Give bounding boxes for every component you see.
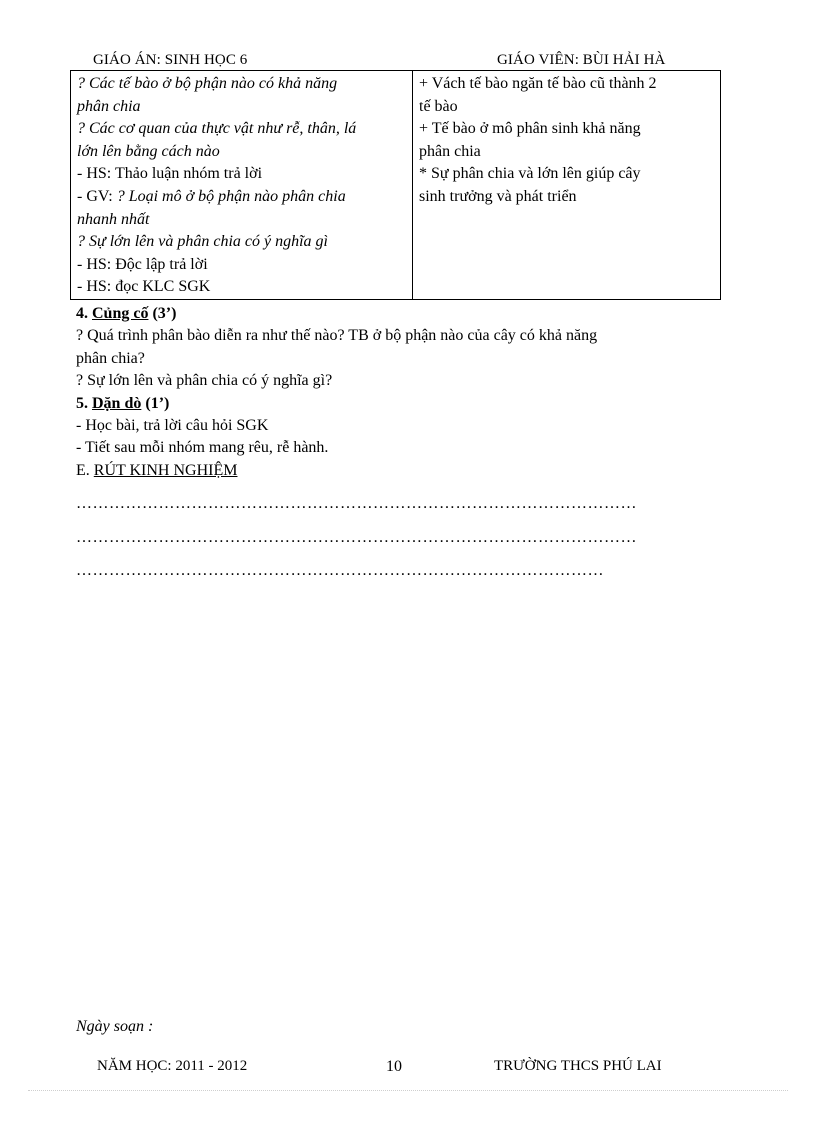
section-4-title: Củng cố [92,305,149,322]
header-teacher: GIÁO VIÊN: BÙI HẢI HÀ [497,52,666,68]
review-question-1-line2: phân chia? [76,349,145,367]
review-question-2: ? Sự lớn lên và phân chia có ý nghĩa gì? [76,372,333,390]
table-left-line: nhanh nhất [77,210,150,228]
table-right-line: * Sự phân chia và lớn lên giúp cây [419,165,641,183]
table-right-line: phân chia [419,142,481,160]
section-4-number: 4. [76,305,92,322]
homework-item: - Học bài, trả lời câu hỏi SGK [76,417,269,435]
review-question-1-line1: ? Quá trình phân bào diễn ra như thế nào? TB ở bộ phận nào của cây có khả năng [76,327,598,345]
footer-school-name: TRƯỜNG THCS PHÚ LAI [494,1058,662,1074]
table-left-line: ? Các cơ quan của thực vật như rễ, thân, lá [77,120,357,138]
gv-question: ? Loại mô ở bộ phận nào phân chia [116,187,346,205]
table-left-line: ? Các tế bào ở bộ phận nào có khả năng [77,75,338,92]
section-5-heading [76,393,736,415]
teacher-student-activity-cell [71,71,413,300]
ngay-soan-label: Ngày soạn : [76,1018,154,1035]
table-left-line [77,186,407,209]
section-e-heading [76,460,736,482]
section-e-prefix: E. [76,461,94,479]
homework-item: - Tiết sau mỗi nhóm mang rêu, rễ hành. [76,439,329,457]
gv-prefix: - GV: [77,187,117,205]
page-bottom-border [28,1090,788,1091]
section-5-time: (1’) [141,394,170,412]
table-left-line: lớn lên bằng cách nào [77,142,220,160]
dotted-line: ………………………………………………………………………………………… [76,528,637,546]
header-subject: GIÁO ÁN: SINH HỌC 6 [93,52,248,68]
content-cell [413,71,721,300]
table-left-line: - HS: Độc lập trả lời [77,255,208,273]
section-5-title: Dặn dò [92,394,142,412]
table-right-line: + Tế bào ở mô phân sinh khả năng [419,120,641,138]
review-question-1 [76,325,736,370]
document-body [76,303,736,582]
section-5-number: 5. [76,394,92,412]
section-e-title: RÚT KINH NGHIỆM [93,461,238,479]
table-left-line: - HS: đọc KLC SGK [77,278,211,296]
table-left-line: ? Sự lớn lên và phân chia có ý nghĩa gì [77,233,328,251]
page-number: 10 [386,1058,402,1075]
table-right-line: tế bào [419,97,458,115]
table-right-line: sinh trưởng và phát triển [419,187,577,205]
dotted-line: ………………………………………………………………………………………… [76,495,637,513]
table-row [71,71,721,300]
table-left-line: - HS: Thảo luận nhóm trả lời [77,165,263,183]
table-left-line: phân chia [77,97,141,115]
section-4-heading [76,303,736,325]
section-4-time: (3’) [148,305,177,322]
footer-school-year: NĂM HỌC: 2011 - 2012 [97,1058,248,1074]
table-right-line: + Vách tế bào ngăn tế bào cũ thành 2 [419,75,657,92]
dotted-line: …………………………………………………………………………………… [76,562,604,580]
lesson-table [70,70,721,300]
